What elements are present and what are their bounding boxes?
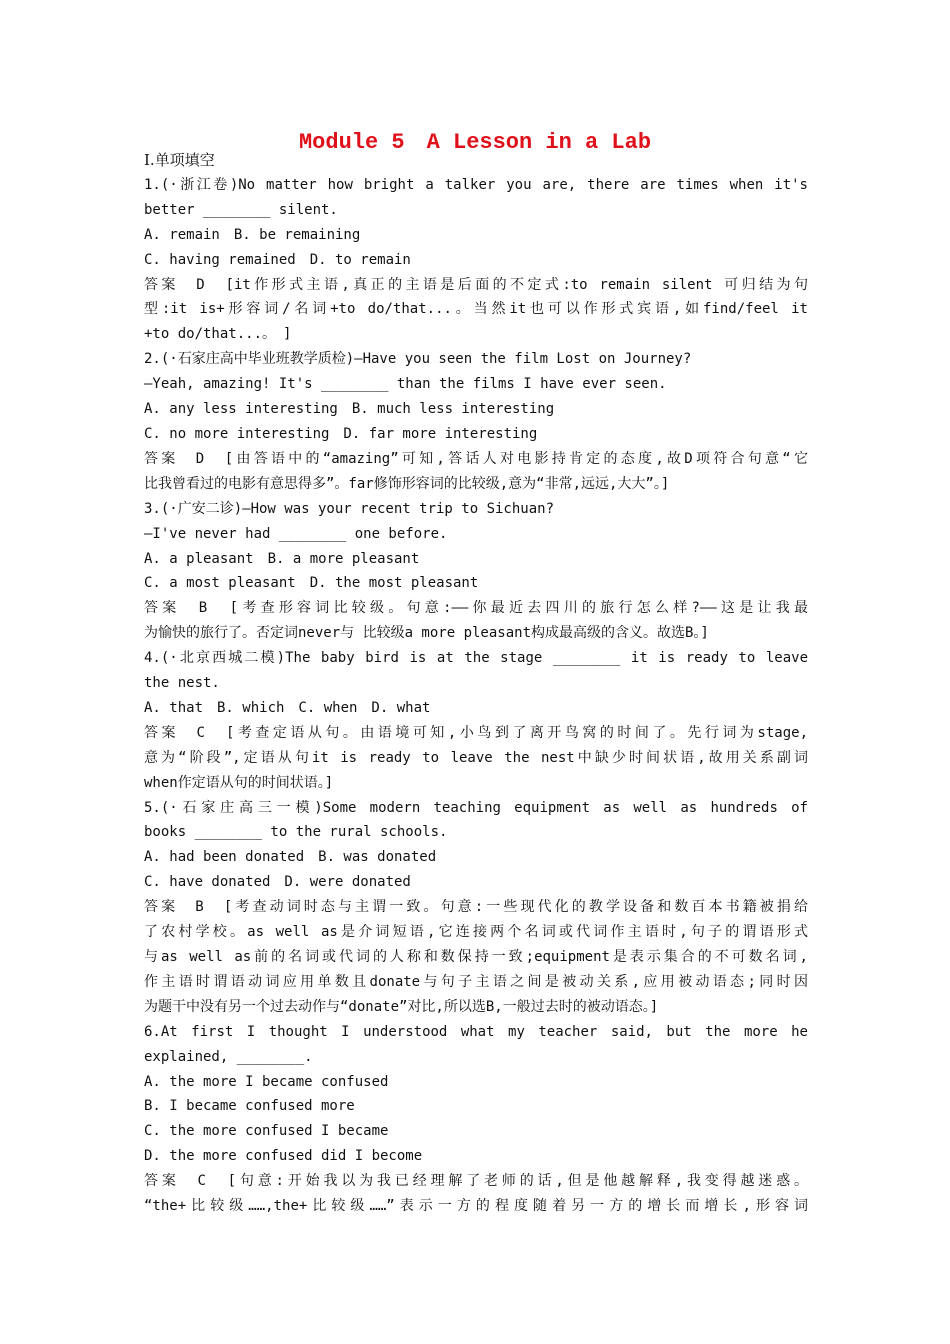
question-4-stem: the nest. <box>144 675 220 692</box>
question-3-options: A. a pleasant B. a more pleasant <box>144 550 420 567</box>
question-5-stem: books ________ to the rural schools. <box>144 824 448 841</box>
question-2-options: C. no more interesting D. far more interesting <box>144 425 538 442</box>
question-3-answer: 为愉快的旅行了。否定词never与 比较级a more pleasant构成最高级的含义。故选B。] <box>144 625 709 642</box>
question-4-answer: 意为“阶段”,定语从句it is ready to leave the nest中缺少时间状语,故用关系副词 <box>144 749 808 766</box>
question-6-answer: “the+比较级……,the+比较级……”表示一方的程度随着另一方的增长而增长,形容词 <box>144 1198 808 1215</box>
question-6-stem: explained, ________. <box>144 1048 313 1065</box>
question-4-stem: 4.(·北京西城二模)The baby bird is at the stage ________ it is ready to leave <box>144 650 808 667</box>
question-6-stem: 6.At first I thought I understood what my teacher said, but the more he <box>144 1023 808 1040</box>
question-4-options: A. that B. which C. when D. what <box>144 699 431 716</box>
question-1-options: A. remain B. be remaining <box>144 226 361 243</box>
question-2-stem: —Yeah, amazing! It's ________ than the films I have ever seen. <box>144 376 667 393</box>
question-4-answer: when作定语从句的时间状语。] <box>144 774 334 791</box>
question-5-options: C. have donated D. were donated <box>144 874 411 891</box>
question-6-option-d: D. the more confused did I become <box>144 1148 423 1165</box>
question-1-options: C. having remained D. to remain <box>144 251 411 268</box>
question-5-stem: 5.(·石家庄高三一模)Some modern teaching equipment as well as hundreds of <box>144 799 808 816</box>
question-5-answer: 为题干中没有另一个过去动作与“donate”对比,所以选B,一般过去时的被动语态。] <box>144 998 659 1015</box>
question-3-answer: 答案 B [考查形容词比较级。句意:——你最近去四川的旅行怎么样?——这是让我最 <box>144 600 808 617</box>
question-6-option-b: B. I became confused more <box>144 1098 355 1115</box>
question-1-stem: 1.(·浙江卷)No matter how bright a talker you are, there are times when it's <box>144 176 808 193</box>
question-2-options: A. any less interesting B. much less interesting <box>144 401 555 418</box>
question-1-answer: 答案 D [it作形式主语,真正的主语是后面的不定式:to remain silent 可归结为句 <box>144 276 808 293</box>
question-6-option-c: C. the more confused I became <box>144 1123 389 1140</box>
question-6-option-a: A. the more I became confused <box>144 1073 389 1090</box>
question-5-options: A. had been donated B. was donated <box>144 849 437 866</box>
question-2-answer: 比我曾看过的电影有意思得多”。far修饰形容词的比较级,意为“非常,远远,大大”。] <box>144 475 670 492</box>
question-2-answer: 答案 D [由答语中的“amazing”可知,答话人对电影持肯定的态度,故D项符合句意“它 <box>144 450 808 467</box>
question-5-answer: 答案 B [考查动词时态与主谓一致。句意:一些现代化的教学设备和数百本书籍被捐给 <box>144 899 808 916</box>
question-1-stem: better ________ silent. <box>144 201 338 218</box>
document-body <box>144 148 808 1219</box>
section-heading: Ⅰ.单项填空 <box>144 151 215 169</box>
document-title: Module 5 A Lesson in a Lab <box>298 130 652 155</box>
question-5-answer: 与as well as前的名词或代词的人称和数保持一致;equipment是表示集合的不可数名词, <box>144 949 808 965</box>
question-1-answer: +to do/that...。 ] <box>144 326 292 343</box>
question-5-answer: 了农村学校。as well as是介词短语,它连接两个名词或代词作主语时,句子的谓语形式 <box>144 924 808 941</box>
question-3-options: C. a most pleasant D. the most pleasant <box>144 575 479 592</box>
question-4-answer: 答案 C [考查定语从句。由语境可知,小鸟到了离开鸟窝的时间了。先行词为stage, <box>144 724 808 741</box>
question-3-stem: 3.(·广安二诊)—How was your recent trip to Sichuan? <box>144 500 555 517</box>
question-3-stem: —I've never had ________ one before. <box>144 525 448 542</box>
question-2-stem: 2.(·石家庄高中毕业班教学质检)—Have you seen the film Lost on Journey? <box>144 351 692 368</box>
question-1-answer: 型:it is+形容词/名词+to do/that...。当然it也可以作形式宾语,如find/feel it <box>144 301 808 318</box>
question-6-answer: 答案 C [句意:开始我以为我已经理解了老师的话,但是他越解释,我变得越迷惑。 <box>144 1173 808 1190</box>
question-5-answer: 作主语时谓语动词应用单数且donate与句子主语之间是被动关系,应用被动语态;同时因 <box>144 973 808 990</box>
